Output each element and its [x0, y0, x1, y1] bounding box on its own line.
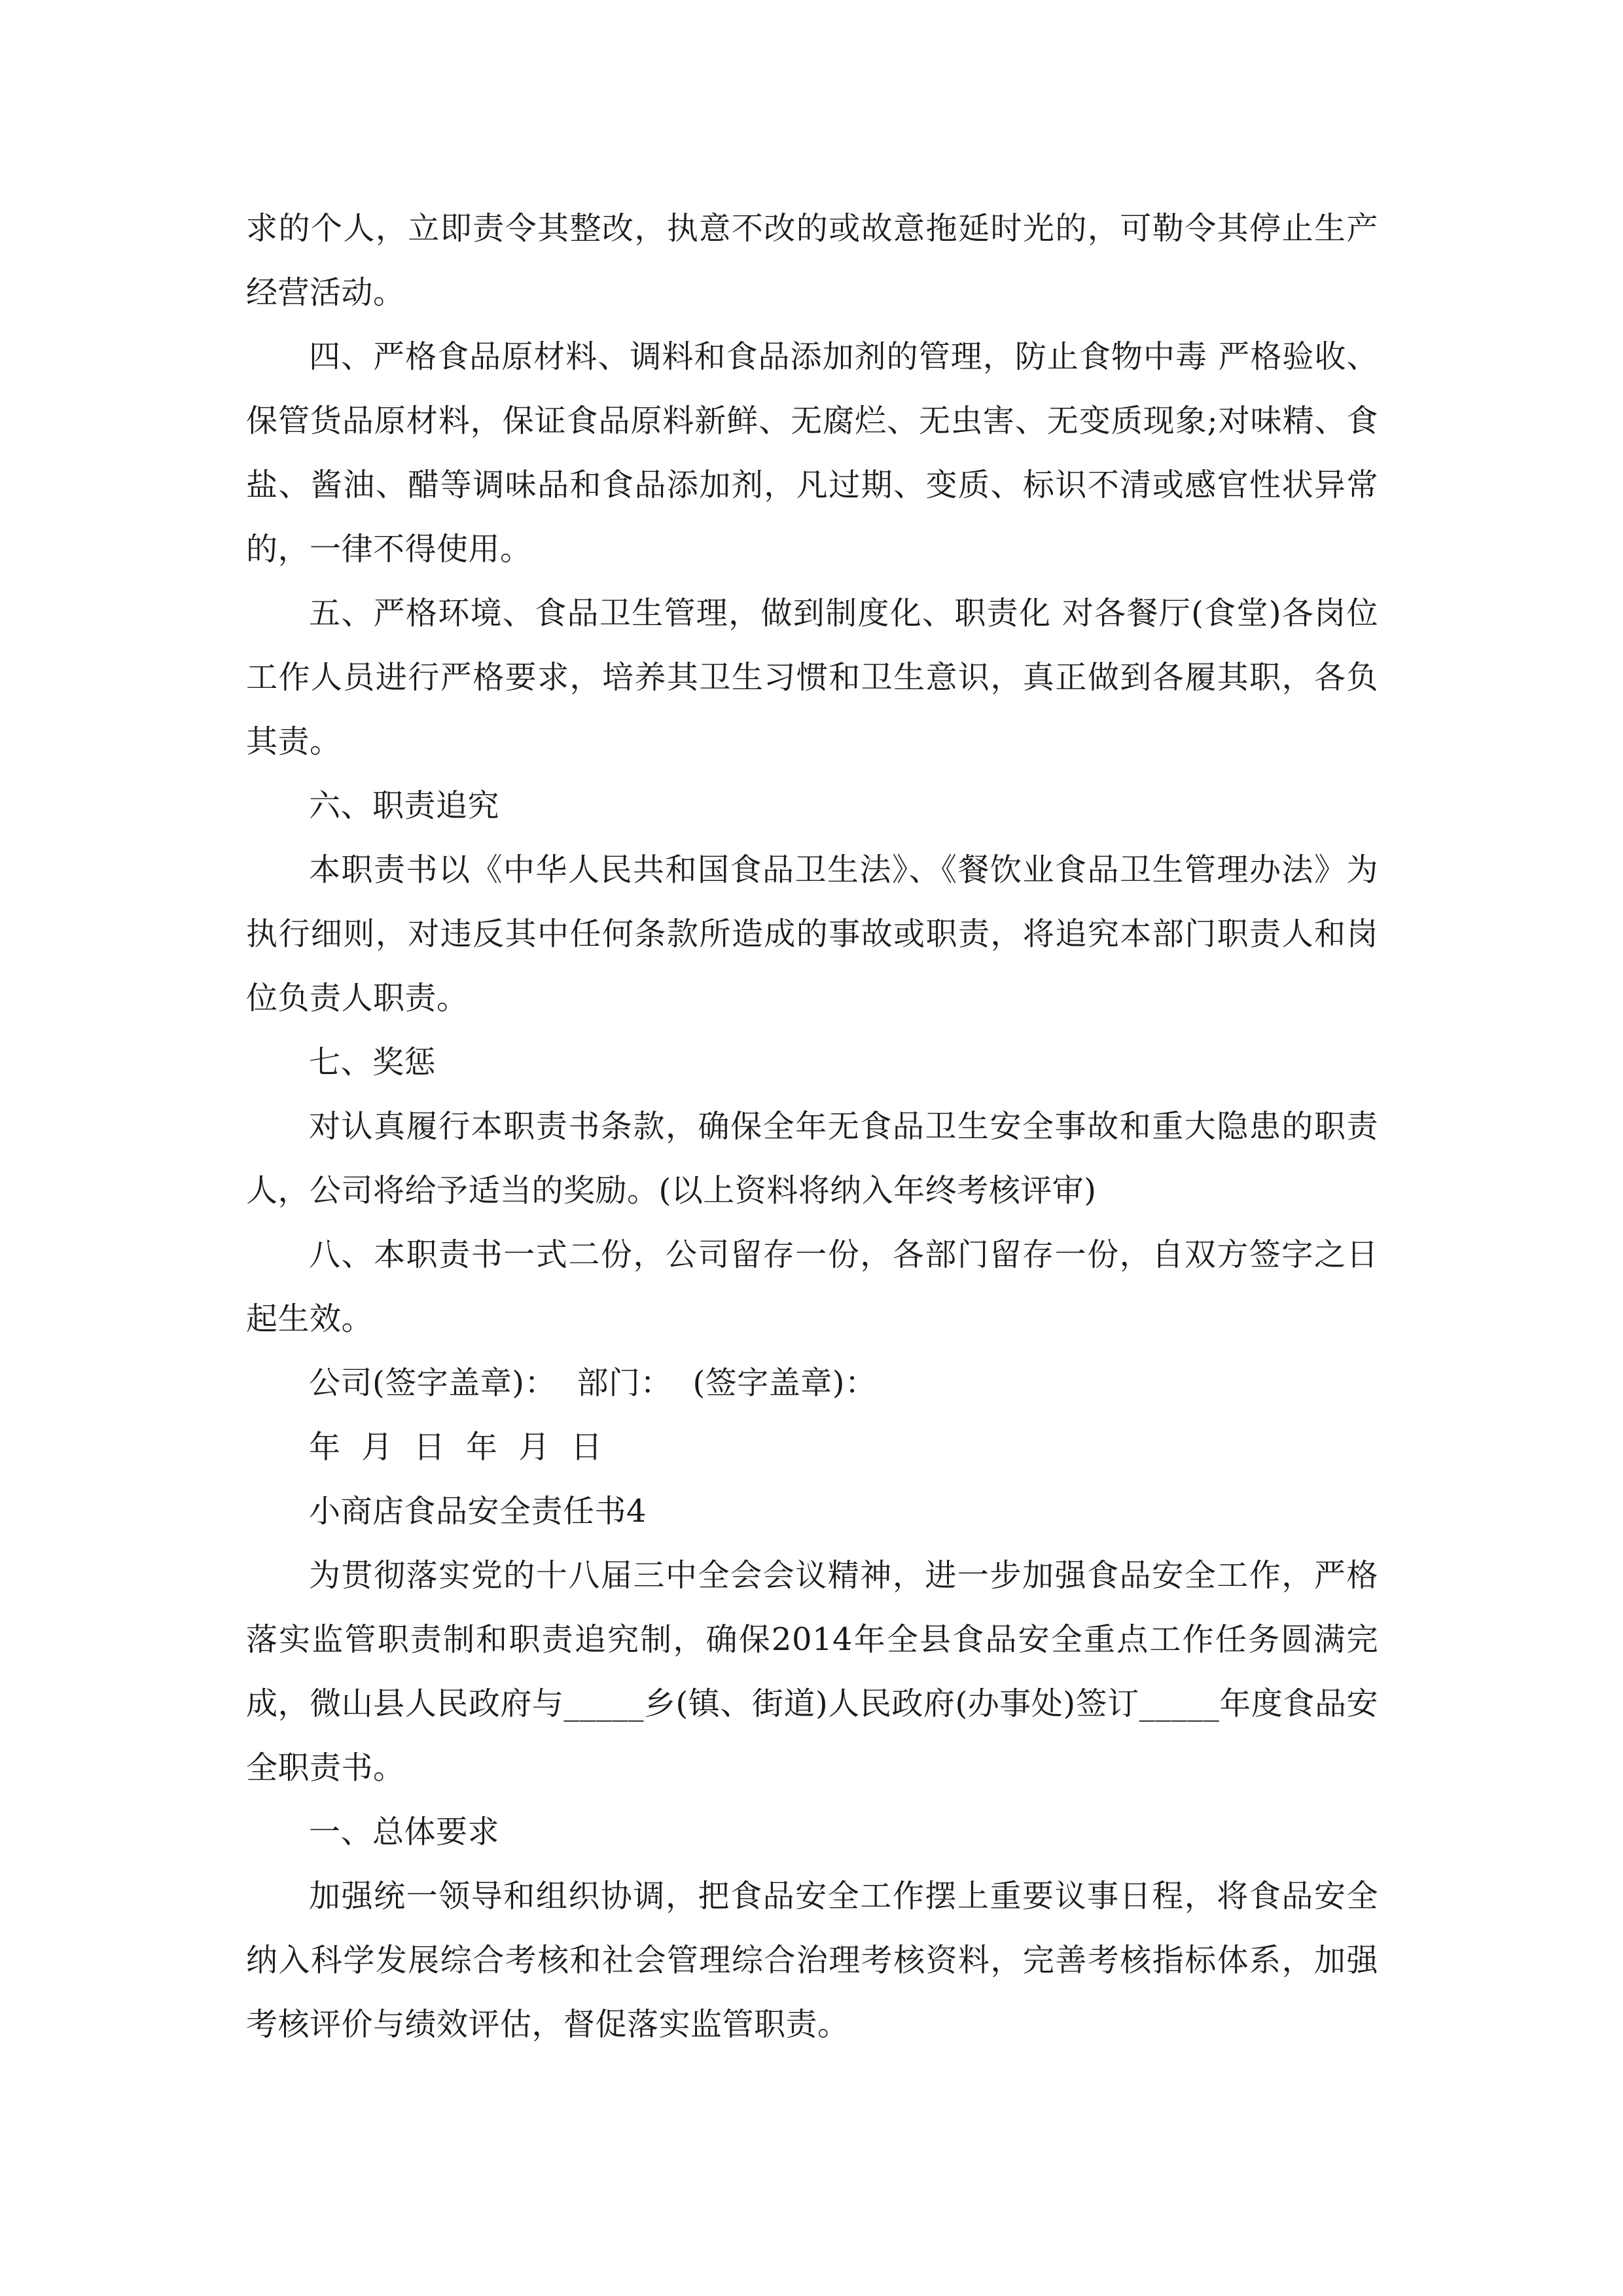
heading-section-7: 七、奖惩 — [309, 1044, 437, 1081]
signature-line: 公司(签字盖章)： 部门： (签字盖章)： — [309, 1365, 877, 1401]
heading-general-requirements: 一、总体要求 — [309, 1814, 500, 1850]
paragraph-intro: 为贯彻落实党的十八届三中全会会议精神，进一步加强食品安全工作，严格落实监管职责制和职责追究制，确保2014年全县食品安全重点工作任务圆满完成，微山县人民政府与_____乡(镇、街道)人民政府(办事处)签订_____年度食品安全职责书。 — [246, 1557, 1378, 1786]
paragraph-section-8: 八、本职责书一式二份，公司留存一份，各部门留存一份，自双方签字之日起生效。 — [246, 1236, 1378, 1337]
date-line: 年 月 日 年 月 日 — [309, 1429, 603, 1465]
heading-section-6: 六、职责追究 — [309, 787, 500, 824]
paragraph-general-requirements-body: 加强统一领导和组织协调，把食品安全工作摆上重要议事日程，将食品安全纳入科学发展综合考核和社会管理综合治理考核资料，完善考核指标体系，加强考核评价与绩效评估，督促落实监管职责。 — [246, 1878, 1378, 2043]
document-title: 小商店食品安全责任书4 — [309, 1493, 647, 1530]
paragraph-section-4: 四、严格食品原材料、调料和食品添加剂的管理，防止食物中毒 严格验收、保管货品原材料，保证食品原料新鲜、无腐烂、无虫害、无变质现象;对味精、食盐、酱油、醋等调味品和食品添加剂，凡过期、变质、标识不清或感官性状异常的，一律不得使用。 — [246, 338, 1378, 567]
paragraph-continuation: 求的个人，立即责令其整改，执意不改的或故意拖延时光的，可勒令其停止生产经营活动。 — [246, 210, 1378, 311]
paragraph-section-7-body: 对认真履行本职责书条款，确保全年无食品卫生安全事故和重大隐患的职责人，公司将给予适当的奖励。(以上资料将纳入年终考核评审) — [246, 1108, 1378, 1209]
paragraph-section-5: 五、严格环境、食品卫生管理，做到制度化、职责化 对各餐厅(食堂)各岗位工作人员进行严格要求，培养其卫生习惯和卫生意识，真正做到各履其职，各负其责。 — [246, 595, 1378, 760]
paragraph-section-6-body: 本职责书以《中华人民共和国食品卫生法》、《餐饮业食品卫生管理办法》为执行细则，对违反其中任何条款所造成的事故或职责，将追究本部门职责人和岗位负责人职责。 — [246, 852, 1378, 1016]
document-body — [246, 196, 1378, 2056]
